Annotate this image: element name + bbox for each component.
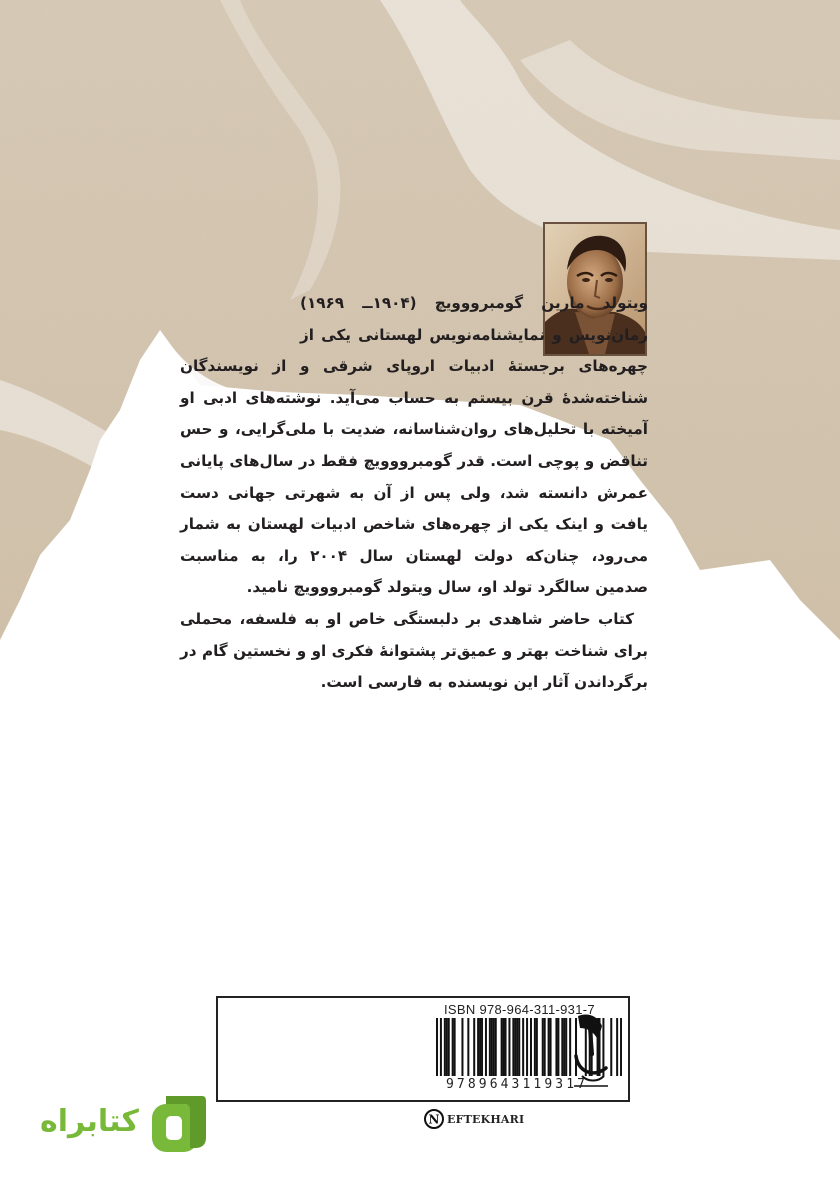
barcode-bar <box>489 1018 491 1076</box>
barcode-bar <box>602 1018 604 1076</box>
svg-text:N: N <box>428 1112 440 1127</box>
barcode-bar <box>585 1018 587 1076</box>
barcode-bar <box>491 1018 493 1076</box>
barcode-bar <box>448 1018 450 1076</box>
ketabrah-wordmark: کتابراه <box>40 1104 139 1139</box>
barcode-bar <box>514 1018 516 1076</box>
barcode-bar <box>530 1018 532 1076</box>
barcode-bar <box>477 1018 479 1076</box>
description-paragraph-1: ویتولد مارین گومبرووویچ (۱۹۰۴ــ ۱۹۶۹) رمان‌نویس و نمایشنامه‌نویس لهستانی یکی از چهره‌های برجستهٔ ادبیات اروپای شرقی و از نویسندگان شناخته‌شدهٔ قرن بیستم به حساب می‌آید. نوشته‌های ادبی او آمیخته با تحلیل‌های روان‌شناسانه، ضدیت با ملی‌گرایی، و حس تناقض و پوچی است. قدر گومبرووویچ فقط در سال‌های پایانی عمرش دانسته شد، ولی پس از آن به شهرتی جهانی دست یافت و اینک یکی از چهره‌های شاخص ادبیات لهستان به شمار می‌رود، چنان‌که دولت لهستان سال ۲۰۰۴ را، به مناسبت صدمین سالگرد تولد او، سال ویتولد گومبرووویچ نامید. <box>180 294 648 597</box>
barcode-bar <box>620 1018 622 1076</box>
barcode-bar <box>589 1018 591 1076</box>
barcode-bar <box>542 1018 544 1076</box>
barcode-bar <box>446 1018 448 1076</box>
description-paragraph-2: کتاب حاضر شاهدی بر دلبستگی خاص او به فلسفه، محملی برای شناخت بهتر و عمیق‌تر پشتوانهٔ فکری او و نخستین گام در برگرداندن آثار این نویسنده به فارسی است. <box>180 609 648 692</box>
barcode-bar <box>495 1018 497 1076</box>
eftekhari-name: EFTEKHARI <box>447 1112 525 1126</box>
eftekhari-n-emblem-icon <box>424 1109 444 1129</box>
ketabrah-book-icon <box>150 1094 208 1156</box>
barcode-bar <box>493 1018 495 1076</box>
barcode-bar <box>436 1018 438 1076</box>
barcode-bar <box>503 1018 505 1076</box>
barcode-bar <box>526 1018 528 1076</box>
barcode-bar <box>473 1018 475 1076</box>
isbn-label: ISBN 978-964-311-931-7 <box>444 1002 595 1017</box>
barcode-bar <box>461 1018 463 1076</box>
photo-wrap-spacer <box>180 288 300 351</box>
barcode-bars <box>436 1018 622 1076</box>
barcode-box <box>216 996 630 1102</box>
barcode-bar <box>555 1018 557 1076</box>
barcode-bar <box>548 1018 550 1076</box>
barcode-bar <box>522 1018 524 1076</box>
barcode-bar <box>569 1018 571 1076</box>
barcode-bar <box>481 1018 483 1076</box>
barcode-bar <box>485 1018 487 1076</box>
barcode-bar <box>599 1018 601 1076</box>
barcode-bar <box>454 1018 456 1076</box>
barcode-bar <box>479 1018 481 1076</box>
barcode-bar <box>575 1018 577 1076</box>
barcode-bar <box>440 1018 442 1076</box>
barcode-bar <box>561 1018 563 1076</box>
barcode-bar <box>467 1018 469 1076</box>
barcode-bar <box>508 1018 510 1076</box>
barcode-bar <box>534 1018 536 1076</box>
barcode-bar <box>512 1018 514 1076</box>
barcode-bar <box>516 1018 518 1076</box>
barcode-bar <box>505 1018 507 1076</box>
barcode-bar <box>610 1018 612 1076</box>
barcode-bar <box>597 1018 599 1076</box>
barcode-bar <box>616 1018 618 1076</box>
barcode-bar <box>565 1018 567 1076</box>
barcode-bar <box>550 1018 552 1076</box>
barcode-bar <box>591 1018 593 1076</box>
barcode-bar <box>518 1018 520 1076</box>
barcode-bar <box>452 1018 454 1076</box>
book-description <box>180 288 648 699</box>
barcode-bar <box>501 1018 503 1076</box>
barcode-bar <box>444 1018 446 1076</box>
ketabrah-logo <box>150 1094 208 1160</box>
barcode-bar <box>544 1018 546 1076</box>
barcode-bar <box>557 1018 559 1076</box>
barcode-digits: 9789643119317 <box>446 1077 589 1092</box>
barcode-bar <box>563 1018 565 1076</box>
eftekhari-publisher-mark <box>424 1108 524 1130</box>
barcode-bar <box>536 1018 538 1076</box>
